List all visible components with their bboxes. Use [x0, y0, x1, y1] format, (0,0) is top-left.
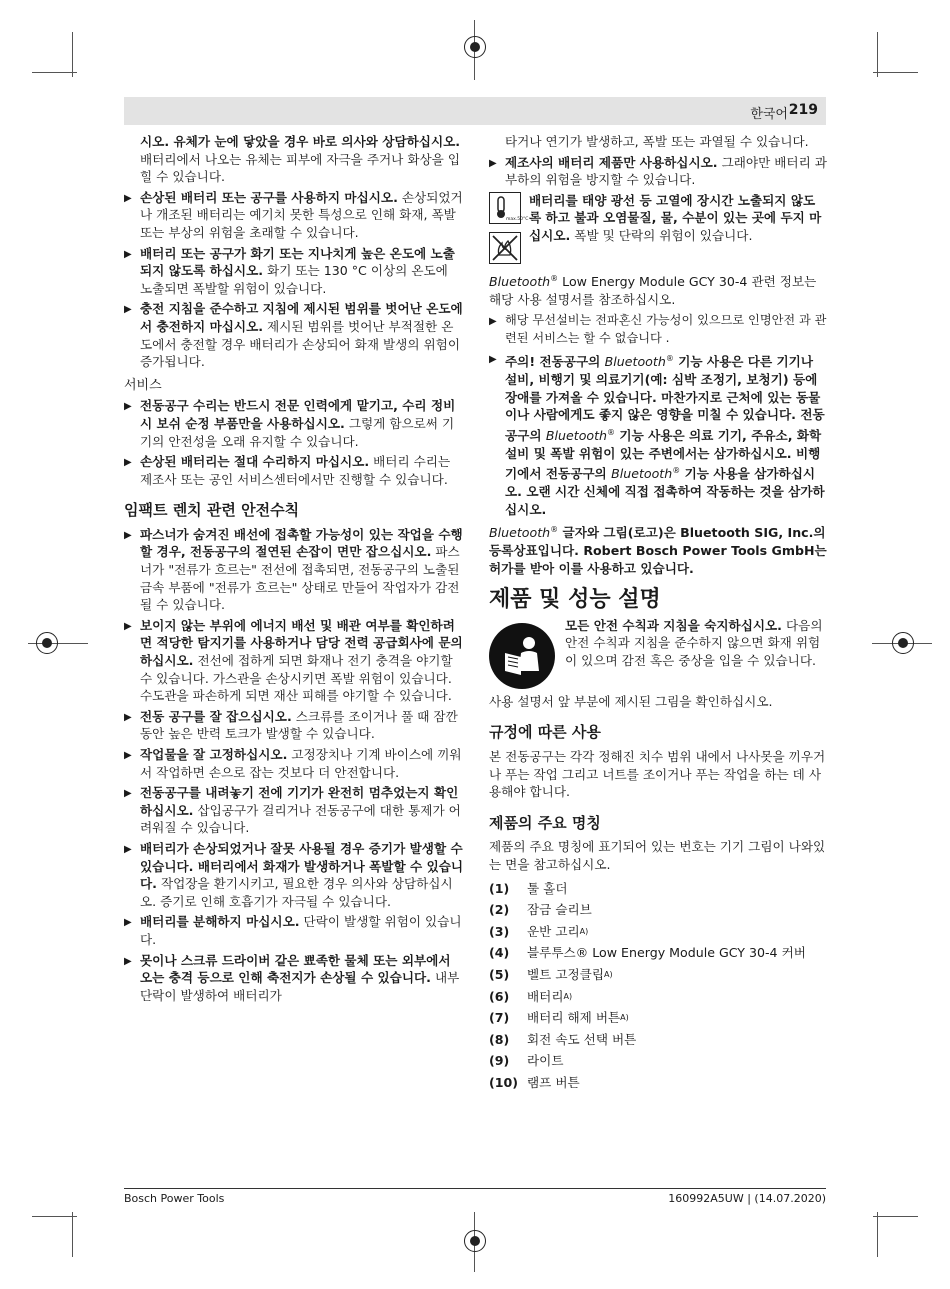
bullet-item: ▶ 배터리를 분해하지 마십시오. 단락이 발생할 위험이 있습니다.: [124, 913, 464, 948]
list-item: (7) 배터리 해제 버튼 A): [489, 1010, 629, 1026]
crop-mark: [877, 1212, 878, 1257]
bullet-item: ▶ 손상된 배터리는 절대 수리하지 마십시오. 배터리 수리는 제조사 또는 공인 서비스센터에서만 진행할 수 있습니다.: [124, 453, 464, 488]
list-item: (6) 배터리 A): [489, 988, 573, 1004]
impact-heading: 임팩트 렌치 관련 안전수칙: [124, 501, 300, 520]
parts-intro: 제품의 주요 명칭에 표기되어 있는 번호는 기기 그림이 나와있는 면을 참고하십시오.: [489, 839, 826, 872]
product-heading: 제품 및 성능 설명: [489, 587, 661, 613]
page-number: 219: [788, 102, 818, 118]
bullet-item: ▶ 배터리가 손상되었거나 잘못 사용될 경우 증기가 발생할 수 있습니다. 배터리에서 화재가 발생하거나 폭발할 수 있습니다. 작업장을 환기시키고, 필요한 경우 의사와 상담하십시오. 증기로 인해 호흡기가 자극될 수 있습니다.: [124, 840, 464, 910]
bullet-item: ▶ 제조사의 배터리 제품만 사용하십시오. 그래야만 배터리 과부하의 위험을 방지할 수 있습니다.: [489, 154, 827, 189]
list-item: (5) 벨트 고정클립 A): [489, 966, 613, 982]
list-item: (1) 툴 홀더: [489, 880, 568, 896]
crop-mark: [877, 32, 878, 77]
list-item: (8) 회전 속도 선택 버튼: [489, 1031, 637, 1047]
bullet-item: ▶ 배터리 또는 공구가 화기 또는 지나치게 높은 온도에 노출되지 않도록 하십시오. 화기 또는 130 °C 이상의 온도에 노출되면 폭발할 위험이 있습니다.: [124, 245, 464, 298]
ble-paragraph: Bluetooth® Low Energy Module GCY 30-4 관련 정보는 해당 사용 설명서를 참조하십시오.: [489, 273, 817, 307]
heat-warning: [489, 192, 827, 264]
parts-heading: 제품의 주요 명칭: [489, 813, 601, 832]
bullet-item: ▶ 주의! 전동공구의 Bluetooth® 기능 사용은 다른 기기나 설비, 비행기 및 의료기기(예: 심박 조정기, 보청기) 등에 장애를 가져올 수 있습니다. 마찬가지로 근처에 있는 동물이나 사람에게도 좋지 않은 영향을 미칠 수 있습니다. 전동공구의 Bluetooth® 기능 사용은 의료 기기, 주유소, 화학 설비 및 폭발 위험이 있는 주변에서는 삼가하십시오. 비행기에서 전동공구의 Bluetooth® 기능 사용을 삼가하십시오. 오랜 시간 신체에 직접 접촉하여 작동하는 것을 삼가하십시오.: [489, 350, 827, 518]
registration-mark: [892, 632, 914, 654]
read-instructions: [489, 617, 827, 689]
intended-use-heading: 규정에 따른 사용: [489, 723, 601, 742]
crop-mark: [72, 1212, 73, 1257]
registration-mark: [464, 1230, 486, 1252]
see-figure-paragraph: 사용 설명서 앞 부분에 제시된 그림을 확인하십시오.: [489, 693, 773, 709]
crop-mark: [873, 72, 918, 73]
crop-mark: [72, 32, 73, 77]
intro-paragraph: 시오. 유체가 눈에 닿았을 경우 바로 의사와 상담하십시오. 배터리에서 나오는 유체는 피부에 자극을 주거나 화상을 입힐 수 있습니다.: [140, 134, 461, 185]
registration-mark: [464, 36, 486, 58]
footer-brand: Bosch Power Tools: [124, 1192, 225, 1205]
crop-mark: [32, 72, 77, 73]
bullet-item: ▶ 작업물을 잘 고정하십시오. 고정장치나 기계 바이스에 끼워서 작업하면 손으로 잡는 것보다 더 안전합니다.: [124, 746, 464, 781]
bullet-item: ▶ 파스너가 숨겨진 배선에 접촉할 가능성이 있는 작업을 수행할 경우, 전동공구의 절연된 손잡이 면만 잡으십시오. 파스너가 "전류가 흐르는" 전선에 접촉되면, 전동공구의 노출된 금속 부품에 "전류가 흐르는" 상태로 만들어 작업자가 감전될 수 있습니다.: [124, 526, 464, 614]
parts-list: [489, 880, 827, 1092]
list-item: (3) 운반 고리 A): [489, 923, 589, 939]
list-item: (9) 라이트: [489, 1053, 564, 1069]
registration-mark: [36, 632, 58, 654]
footer-doc-id: 160992A5UW | (14.07.2020): [668, 1192, 826, 1205]
bullet-item: ▶ 손상된 배터리 또는 공구를 사용하지 마십시오. 손상되었거나 개조된 배터리는 예기치 못한 특성으로 인해 화재, 폭발 또는 부상의 위험을 초래할 수 있습니다.: [124, 189, 464, 242]
footer-divider: [124, 1188, 826, 1189]
page-header: [124, 97, 826, 125]
read-instructions-text: 모든 안전 수칙과 지침을 숙지하십시오. 다음의 안전 수칙과 지침을 준수하지 않으면 화재 위험이 있으며 감전 혹은 중상을 입을 수 있습니다.: [565, 617, 823, 668]
no-fire-water-icon: [489, 232, 521, 264]
bullet-item: ▶ 전동 공구를 잘 잡으십시오. 스크류를 조이거나 풀 때 잠깐 동안 높은 반력 토크가 발생할 수 있습니다.: [124, 708, 464, 743]
read-manual-icon: [489, 623, 555, 689]
header-language: 한국어: [750, 107, 788, 122]
bullet-item: ▶ 못이나 스크류 드라이버 같은 뾰족한 물체 또는 외부에서 오는 충격 등으로 인해 축전지가 손상될 수 있습니다. 내부 단락이 발생하여 배터리가: [124, 952, 464, 1005]
thermometer-warning-icon: [489, 192, 529, 224]
list-item: (10) 램프 버튼: [489, 1074, 580, 1090]
bullet-item: ▶ 해당 무선설비는 전파혼신 가능성이 있으므로 인명안전 과 관련된 서비스는 할 수 없습니다 .: [489, 312, 827, 347]
bullet-item: ▶ 전동공구를 내려놓기 전에 기기가 완전히 멈추었는지 확인하십시오. 삽입공구가 걸리거나 전동공구에 대한 통제가 어려워질 수 있습니다.: [124, 784, 464, 837]
crop-mark: [32, 1216, 77, 1217]
icon-caption: max.50°C: [506, 216, 529, 222]
trademark-paragraph: Bluetooth® 글자와 그림(로고)은 Bluetooth SIG, Inc.의 등록상표입니다. Robert Bosch Power Tools GmbH는 허가를 받아 이를 사용하고 있습니다.: [489, 525, 827, 576]
list-item: (2) 잠금 슬리브: [489, 902, 592, 918]
intended-use-paragraph: 본 전동공구는 각각 정해진 치수 범위 내에서 나사못을 끼우거나 푸는 작업 그리고 너트를 조이거나 푸는 작업을 하는 데 사용해야 합니다.: [489, 749, 826, 800]
bullet-item: ▶ 전동공구 수리는 반드시 전문 인력에게 맡기고, 수리 정비 시 보쉬 순정 부품만을 사용하십시오. 그렇게 함으로써 기기의 안전성을 오래 유지할 수 있습니다.: [124, 397, 464, 450]
continued-paragraph: 타거나 연기가 발생하고, 폭발 또는 과열될 수 있습니다.: [505, 134, 809, 149]
heat-warning-text: 배터리를 태양 광선 등 고열에 장시간 노출되지 않도록 하고 불과 오염물질, 물, 수분이 있는 곳에 두지 마십시오. 폭발 및 단락의 위험이 있습니다.: [529, 192, 822, 243]
bullet-item: ▶ 보이지 않는 부위에 에너지 배선 및 배관 여부를 확인하려면 적당한 탐지기를 사용하거나 담당 전력 공급회사에 문의하십시오. 전선에 접하게 되면 화재나 전기 충격을 야기할 수 있습니다. 가스관을 손상시키면 폭발 위험이 있습니다. 수도관을 파손하게 되면 재산 피해를 야기할 수 있습니다.: [124, 617, 464, 705]
left-column: [124, 133, 464, 1007]
service-heading: 서비스: [124, 377, 162, 393]
list-item: (4) 블루투스® Low Energy Module GCY 30-4 커버: [489, 945, 806, 961]
bullet-item: ▶ 충전 지침을 준수하고 지침에 제시된 범위를 벗어난 온도에서 충전하지 마십시오. 제시된 범위를 벗어난 부적절한 온도에서 충전할 경우 배터리가 손상되어 화재 발생의 위험이 증가됩니다.: [124, 300, 464, 370]
right-column: [489, 133, 827, 1096]
crop-mark: [873, 1216, 918, 1217]
